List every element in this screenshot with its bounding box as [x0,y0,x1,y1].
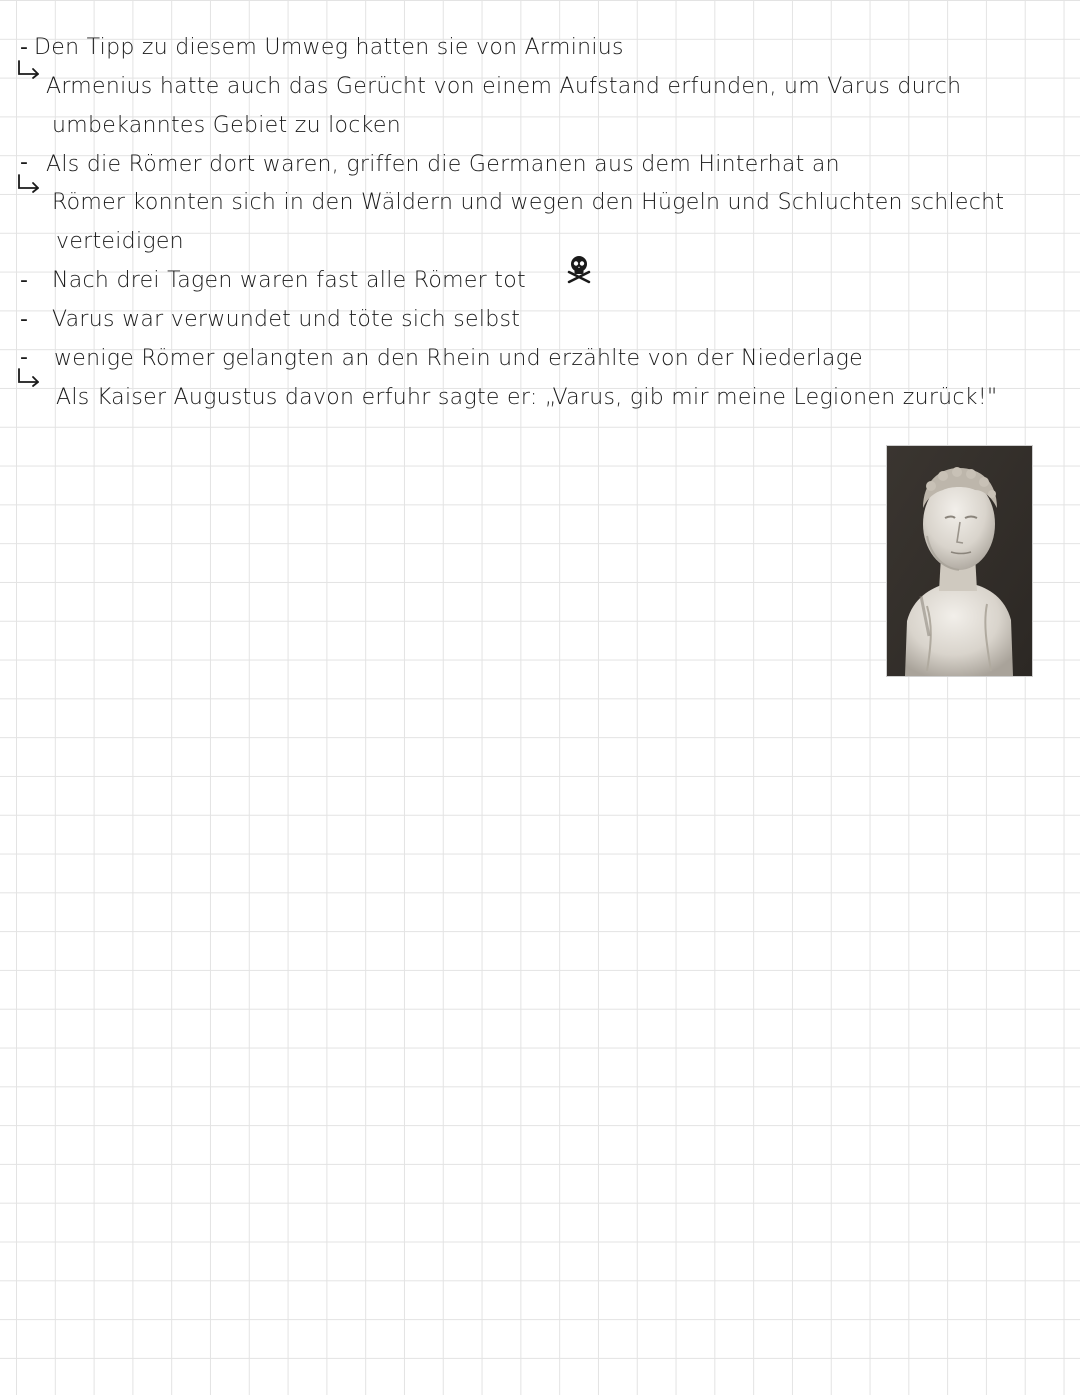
skull-and-crossbones-icon [566,254,592,284]
arrow-down-right-icon [16,368,42,388]
bullet-dash: - [20,345,28,370]
note-line-3: umbekanntes Gebiet zu locken [52,113,402,138]
bullet-dash: - [20,307,28,332]
bullet-dash: - [20,268,28,293]
note-line-5: Römer konnten sich in den Wäldern und wegen den Hügeln und Schluchten schlecht [52,190,1005,215]
note-line-2: Armenius hatte auch das Gerücht von einem Aufstand erfunden, um Varus durch [46,74,962,99]
note-line-9: wenige Römer gelangten an den Rhein und erzählte von der Niederlage [54,346,864,371]
note-line-6: verteidigen [56,229,184,254]
note-line-8: Varus war verwundet und töte sich selbst [52,307,521,332]
arrow-down-right-icon [16,174,42,194]
arrow-down-right-icon [16,60,42,80]
bullet-dash: - [20,35,28,60]
augustus-bust-image [886,445,1033,677]
note-line-1: Den Tipp zu diesem Umweg hatten sie von Arminius [34,35,624,60]
bullet-dash: - [20,150,28,175]
note-line-4: Als die Römer dort waren, griffen die Germanen aus dem Hinterhat an [46,152,840,177]
note-line-7: Nach drei Tagen waren fast alle Römer tot [52,268,526,293]
note-line-10: Als Kaiser Augustus davon erfuhr sagte er: „Varus, gib mir meine Legionen zurück!" [56,385,998,410]
